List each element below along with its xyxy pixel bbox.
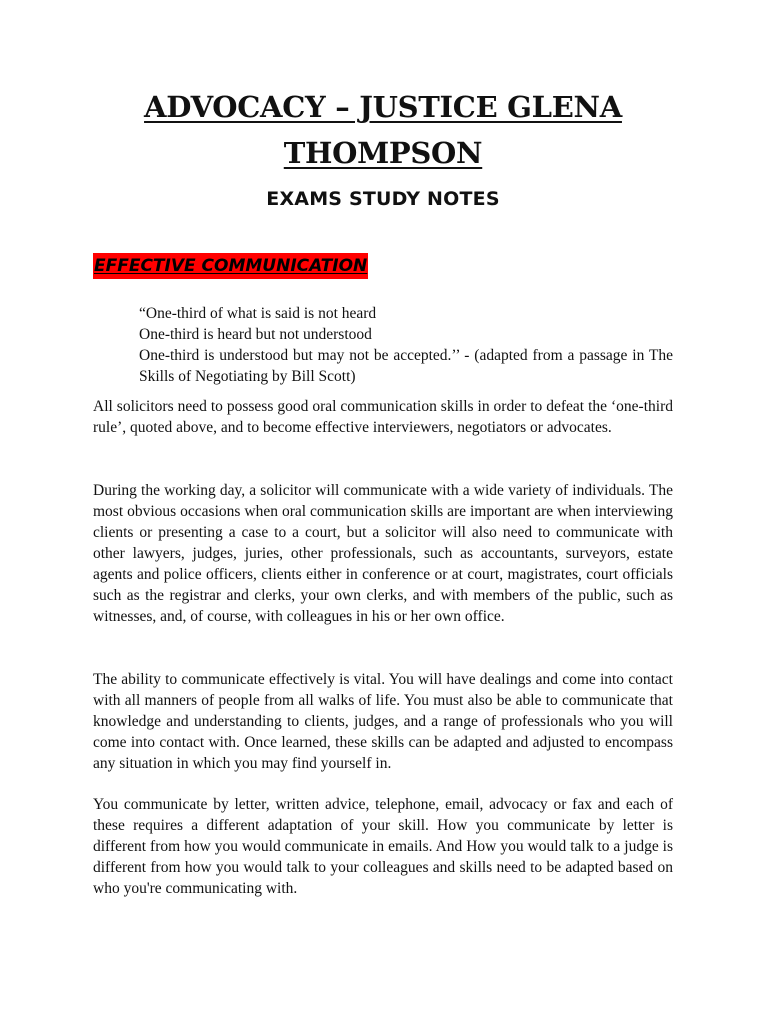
paragraph: During the working day, a solicitor will communicate with a wide variety of individuals. The most obvious occasions when oral communication skills are important are when interviewing clients or presenting a case to a court, but a solicitor will also need to communicate with other lawyers, judges, juries, other professionals, such as accountants, surveyors, estate agents and police officers, clients either in conference or at court, magistrates, court officials such as the registrar and clerks, your own clerks, and with members of the public, such as witnesses, and, of course, with colleagues in his or her own office.: [93, 482, 673, 625]
quote-line-2: One-third is heard but not understood: [139, 326, 372, 343]
document-title: [93, 84, 673, 176]
quote-line-3: One-third is understood but may not be accepted.’’ - (adapted from a passage in The Skills of Negotiating by Bill Scott): [139, 347, 673, 385]
block-quote: [139, 303, 673, 387]
document-subtitle: EXAMS STUDY NOTES: [266, 188, 500, 210]
paragraph: You communicate by letter, written advice, telephone, email, advocacy or fax and each of these requires a different adaptation of your skill. How you communicate by letter is different from how you would communicate in emails. And How you would talk to a judge is different from how you would talk to your colleagues and skills need to be adapted based on who you're communicating with.: [93, 796, 673, 897]
paragraph: All solicitors need to possess good oral communication skills in order to defeat the ‘one-third rule’, quoted above, and to become effective interviewers, negotiators or advocates.: [93, 398, 673, 436]
section-heading: EFFECTIVE COMMUNICATION: [93, 253, 368, 279]
title-line-1: ADVOCACY – JUSTICE GLENA: [144, 90, 622, 124]
title-line-2: THOMPSON: [283, 136, 483, 170]
quote-line-1: “One-third of what is said is not heard: [139, 305, 377, 322]
paragraph: The ability to communicate effectively is vital. You will have dealings and come into contact with all manners of people from all walks of life. You must also be able to communicate that knowledge and understanding to clients, judges, and a range of professionals who you will come into contact with. Once learned, these skills can be adapted and adjusted to encompass any situation in which you may find yourself in.: [93, 671, 673, 772]
